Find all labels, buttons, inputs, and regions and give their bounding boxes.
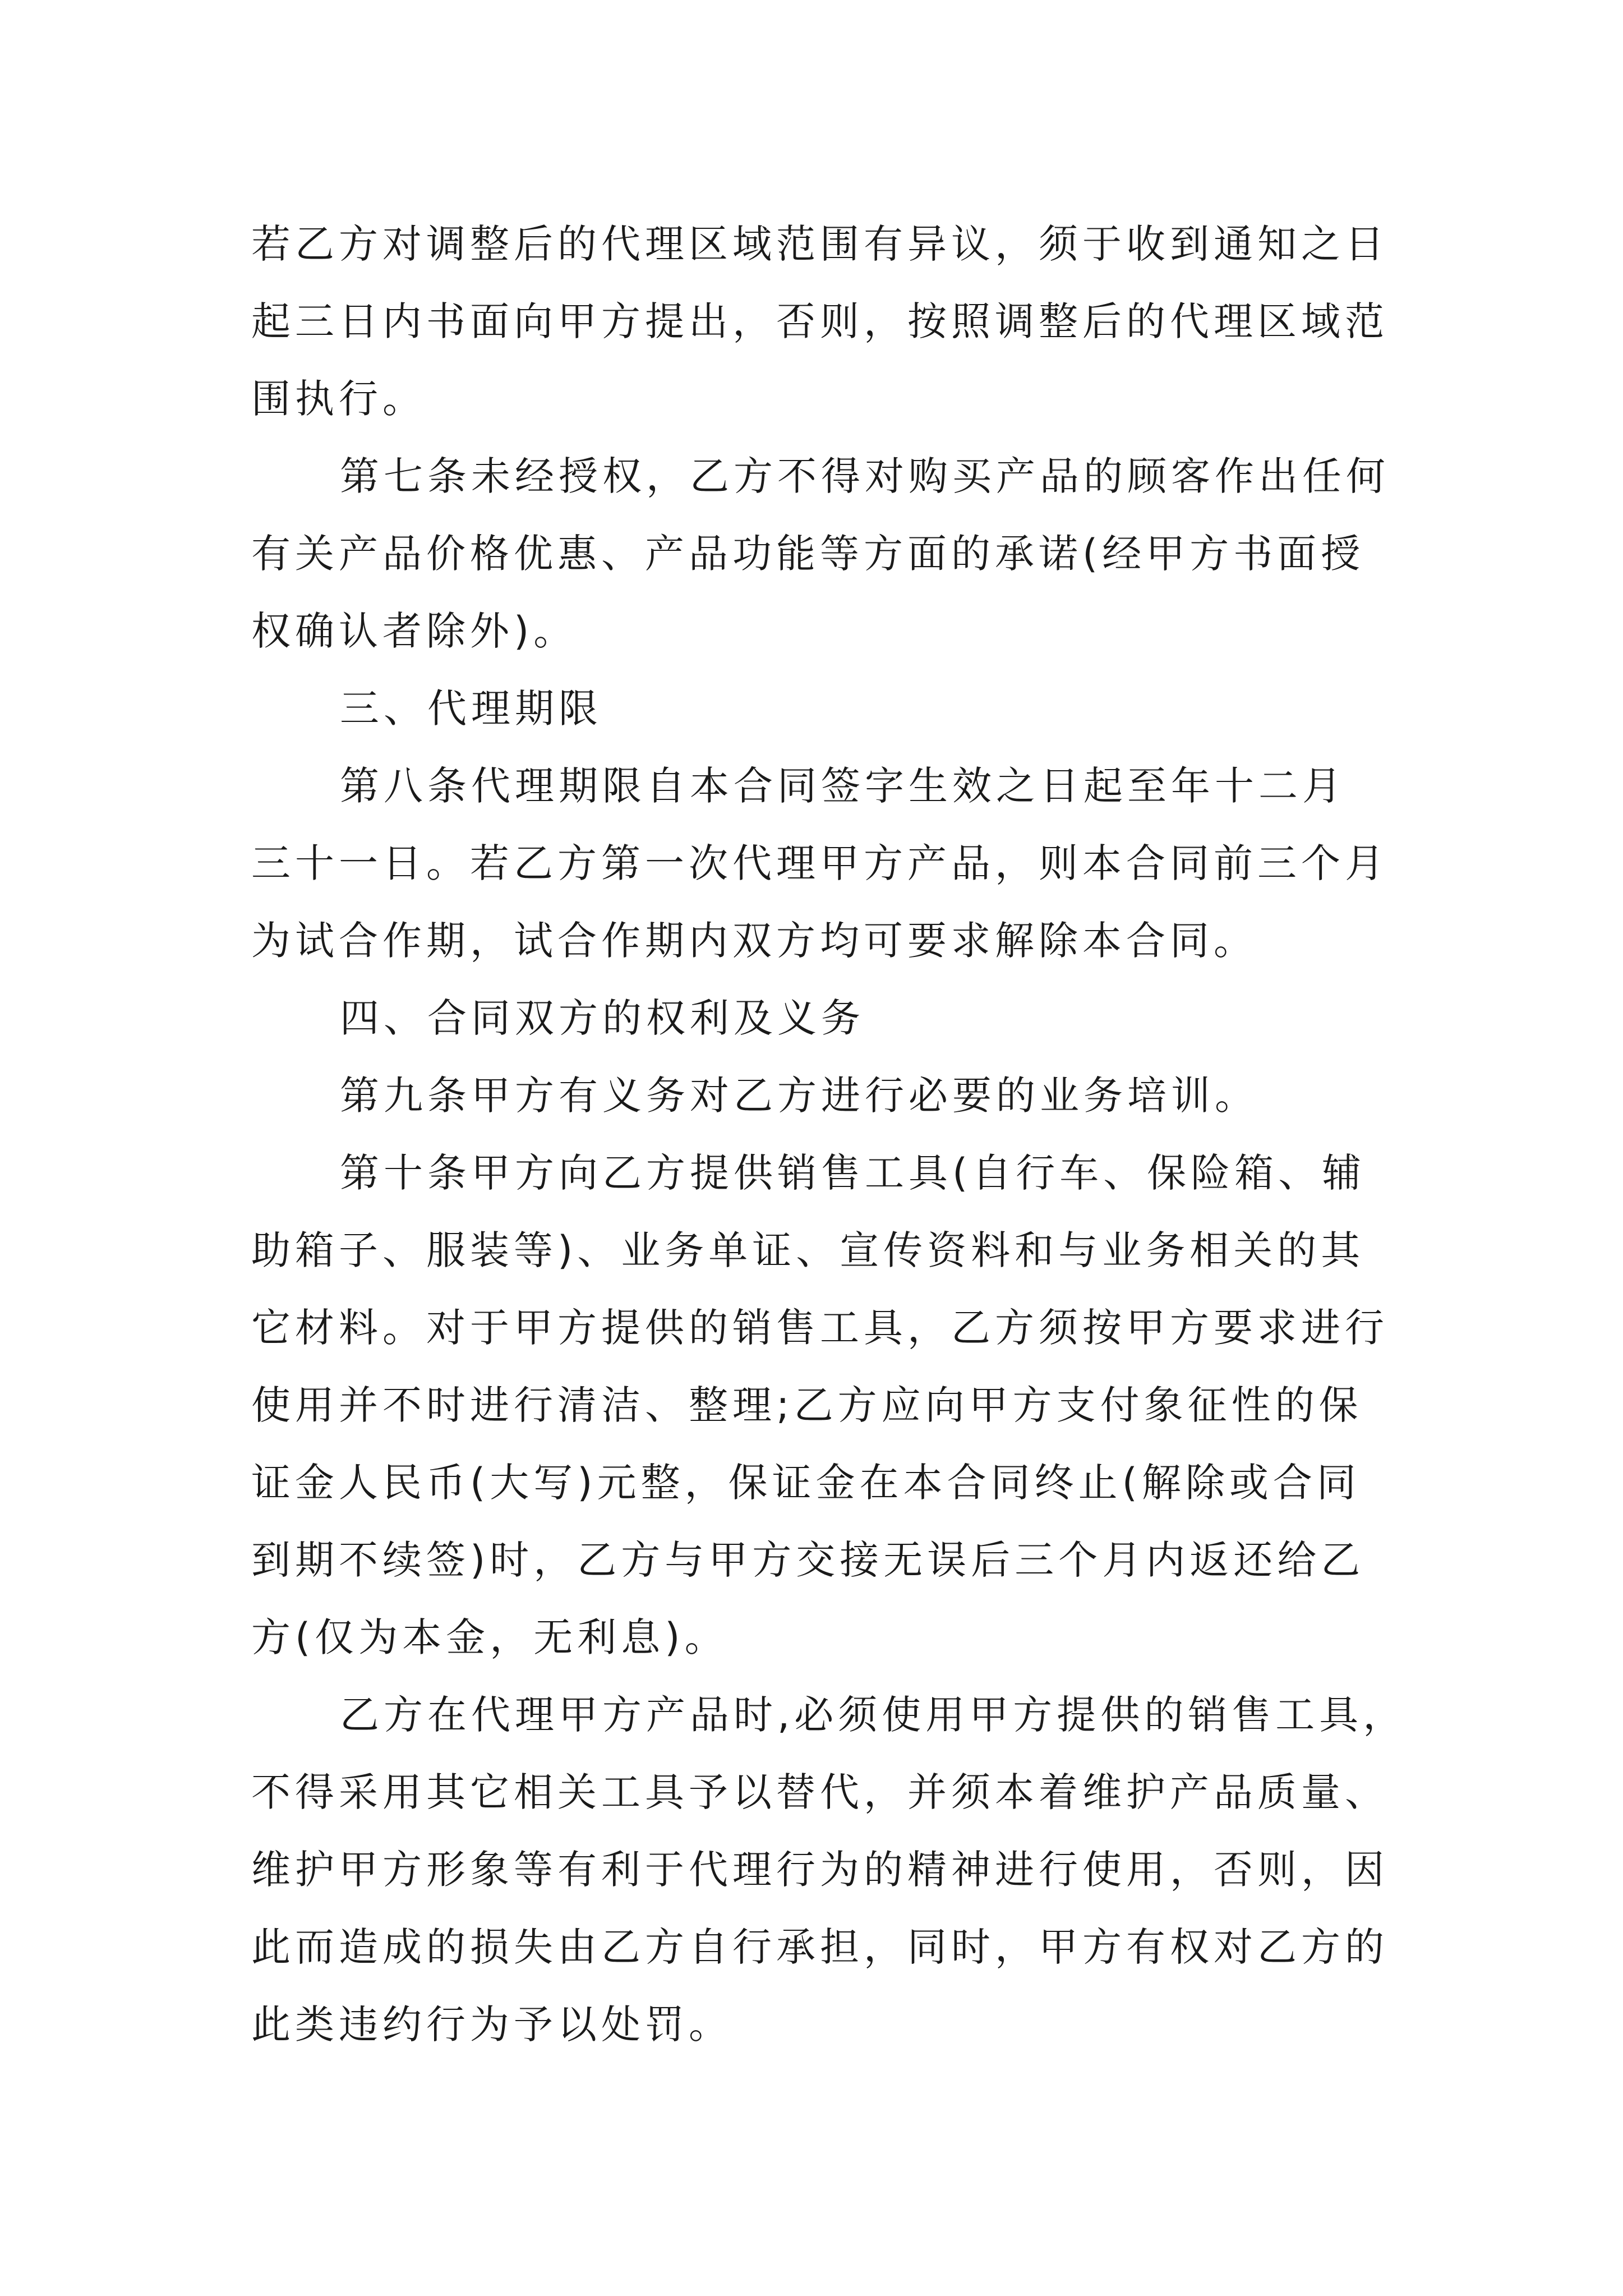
text-line: 起三日内书面向甲方提出，否则，按照调整后的代理区域范: [251, 298, 1389, 344]
text-line: 若乙方对调整后的代理区域范围有异议，须于收到通知之日: [251, 221, 1389, 267]
text-line: 证金人民币(大写)元整，保证金在本合同终止(解除或合同: [251, 1460, 1361, 1506]
text-line: 三十一日。若乙方第一次代理甲方产品，则本合同前三个月: [251, 840, 1389, 886]
article-7-start: 第七条未经授权，乙方不得对购买产品的顾客作出任何: [340, 453, 1390, 499]
text-line: 此而造成的损失由乙方自行承担，同时，甲方有权对乙方的: [251, 1924, 1389, 1970]
article-8-start: 第八条代理期限自本合同签字生效之日起至年十二月: [340, 763, 1346, 809]
text-line: 使用并不时进行清洁、整理;乙方应向甲方支付象征性的保: [251, 1382, 1363, 1428]
text-line: 维护甲方形象等有利于代理行为的精神进行使用，否则，因: [251, 1847, 1389, 1893]
text-line: 围执行。: [251, 376, 426, 422]
article-9: 第九条甲方有义务对乙方进行必要的业务培训。: [340, 1073, 1258, 1119]
text-line: 它材料。对于甲方提供的销售工具，乙方须按甲方要求进行: [251, 1305, 1389, 1351]
text-line: 有关产品价格优惠、产品功能等方面的承诺(经甲方书面授: [251, 531, 1365, 577]
article-10-start: 第十条甲方向乙方提供销售工具(自行车、保险箱、辅: [340, 1150, 1366, 1196]
text-line: 到期不续签)时，乙方与甲方交接无误后三个月内返还给乙: [251, 1537, 1365, 1583]
text-line: 不得采用其它相关工具予以替代，并须本着维护产品质量、: [251, 1769, 1389, 1815]
text-line: 权确认者除外)。: [251, 608, 578, 654]
section-heading-3: 三、代理期限: [340, 685, 602, 731]
section-heading-4: 四、合同双方的权利及义务: [340, 995, 865, 1041]
text-line: 此类违约行为予以处罚。: [251, 2001, 732, 2047]
text-line: 助箱子、服装等)、业务单证、宣传资料和与业务相关的其: [251, 1227, 1365, 1273]
text-line: 方(仅为本金，无利息)。: [251, 1614, 728, 1660]
document-body: [251, 205, 1407, 2063]
text-line: 为试合作期，试合作期内双方均可要求解除本合同。: [251, 918, 1257, 964]
paragraph-start: 乙方在代理甲方产品时,必须使用甲方提供的销售工具，: [340, 1692, 1407, 1738]
